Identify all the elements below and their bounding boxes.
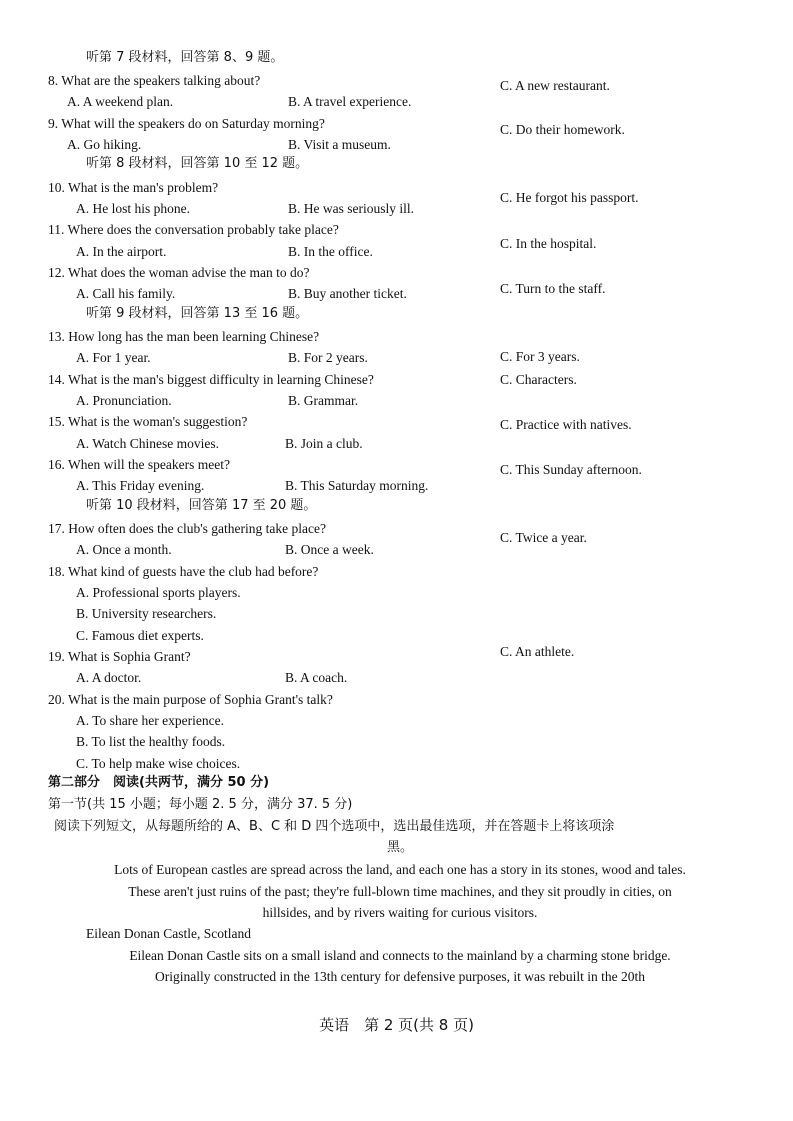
section-header-p8: 听第 8 段材料，回答第 10 至 12 题。 (86, 156, 309, 171)
question-15-stem: 15. What is the woman's suggestion? (48, 414, 248, 429)
question-15-option-b: B. Join a club. (285, 436, 363, 451)
question-16-stem: 16. When will the speakers meet? (48, 457, 230, 472)
instruction-line-2: 黑。 (386, 840, 413, 855)
question-14-stem: 14. What is the man's biggest difficulty in learning Chinese? (48, 372, 374, 387)
question-20-option-b: B. To list the healthy foods. (76, 734, 226, 749)
question-12-option-b: B. Buy another ticket. (288, 286, 407, 301)
question-12-stem: 12. What does the woman advise the man to do? (48, 265, 310, 280)
question-9-option-c: C. Do their homework. (500, 122, 625, 137)
question-10-option-b: B. He was seriously ill. (288, 201, 414, 216)
question-16-option-a: A. This Friday evening. (76, 478, 205, 493)
section-header-p10: 听第 10 段材料，回答第 17 至 20 题。 (86, 498, 317, 513)
question-11-option-c: C. In the hospital. (500, 236, 597, 251)
question-20-option-c: C. To help make wise choices. (76, 756, 241, 771)
section1-title: 第一节(共 15 小题；每小题 2. 5 分，满分 37. 5 分) (48, 797, 353, 812)
question-18-stem: 18. What kind of guests have the club had before? (48, 564, 319, 579)
question-12-option-c: C. Turn to the staff. (500, 281, 606, 296)
question-11-stem: 11. Where does the conversation probably take place? (48, 222, 339, 237)
question-10-stem: 10. What is the man's problem? (48, 180, 219, 195)
question-19-option-b: B. A coach. (285, 670, 348, 685)
question-9-option-a: A. Go hiking. (67, 137, 142, 152)
question-8-stem: 8. What are the speakers talking about? (48, 73, 261, 88)
passage-line-4: Eilean Donan Castle sits on a small island and connects to the mainland by a charming stone bridge. (129, 948, 671, 963)
passage-line-1: Lots of European castles are spread across the land, and each one has a story in its stones, wood and tales. (114, 862, 686, 877)
part2-title: 第二部分 阅读(共两节，满分 50 分) (48, 775, 270, 790)
section-header-p7: 听第 7 段材料，回答第 8、9 题。 (86, 50, 284, 65)
instruction-line-1: 阅读下列短文，从每题所给的 A、B、C 和 D 四个选项中，选出最佳选项，并在答题卡上将该项涂 (54, 819, 615, 834)
question-11-option-a: A. In the airport. (76, 244, 167, 259)
passage-heading: Eilean Donan Castle, Scotland (86, 926, 251, 941)
question-18-option-a: A. Professional sports players. (76, 585, 241, 600)
question-10-option-c: C. He forgot his passport. (500, 190, 639, 205)
question-15-option-c: C. Practice with natives. (500, 417, 632, 432)
question-17-option-c: C. Twice a year. (500, 530, 587, 545)
question-15-option-a: A. Watch Chinese movies. (76, 436, 220, 451)
question-8-option-c: C. A new restaurant. (500, 78, 610, 93)
question-13-stem: 13. How long has the man been learning Chinese? (48, 329, 320, 344)
question-13-option-c: C. For 3 years. (500, 349, 580, 364)
question-19-option-c: C. An athlete. (500, 644, 575, 659)
question-14-option-b: B. Grammar. (288, 393, 359, 408)
question-13-option-a: A. For 1 year. (76, 350, 151, 365)
question-9-option-b: B. Visit a museum. (288, 137, 391, 152)
question-16-option-b: B. This Saturday morning. (285, 478, 429, 493)
page-footer: 英语 第 2 页(共 8 页) (319, 1016, 474, 1034)
question-8-option-b: B. A travel experience. (288, 94, 412, 109)
question-19-option-a: A. A doctor. (76, 670, 142, 685)
question-9-stem: 9. What will the speakers do on Saturday morning? (48, 116, 325, 131)
section-header-p9: 听第 9 段材料，回答第 13 至 16 题。 (86, 306, 309, 321)
question-20-stem: 20. What is the main purpose of Sophia Grant's talk? (48, 692, 333, 707)
question-17-option-b: B. Once a week. (285, 542, 374, 557)
question-10-option-a: A. He lost his phone. (76, 201, 190, 216)
question-17-stem: 17. How often does the club's gathering take place? (48, 521, 326, 536)
question-17-option-a: A. Once a month. (76, 542, 172, 557)
question-14-option-c: C. Characters. (500, 372, 577, 387)
question-13-option-b: B. For 2 years. (288, 350, 368, 365)
question-16-option-c: C. This Sunday afternoon. (500, 462, 642, 477)
question-18-option-c: C. Famous diet experts. (76, 628, 204, 643)
question-12-option-a: A. Call his family. (76, 286, 176, 301)
question-20-option-a: A. To share her experience. (76, 713, 224, 728)
passage-line-5: Originally constructed in the 13th century for defensive purposes, it was rebuilt in the 20th (154, 969, 645, 984)
question-18-option-b: B. University researchers. (76, 606, 217, 621)
question-11-option-b: B. In the office. (288, 244, 373, 259)
question-19-stem: 19. What is Sophia Grant? (48, 649, 191, 664)
passage-line-3: hillsides, and by rivers waiting for curious visitors. (262, 905, 538, 920)
question-8-option-a: A. A weekend plan. (67, 94, 174, 109)
passage-line-2: These aren't just ruins of the past; they're full-blown time machines, and they sit proudly in cities, on (128, 884, 672, 899)
question-14-option-a: A. Pronunciation. (76, 393, 172, 408)
